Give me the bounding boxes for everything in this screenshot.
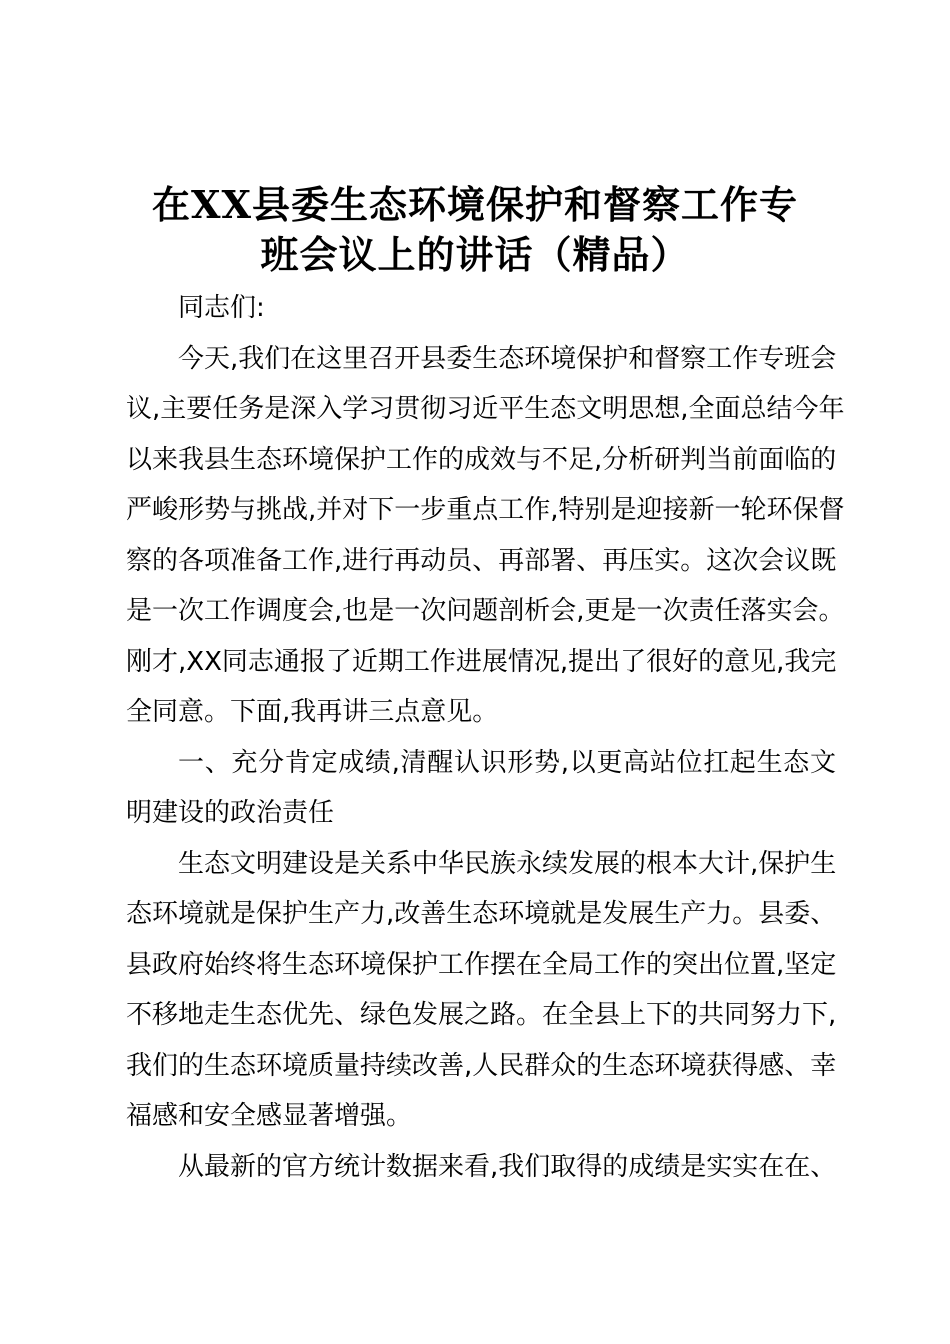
text-line: 生态文明建设是关系中华民族永续发展的根本大计,保护生 bbox=[178, 848, 837, 879]
text-line: 不移地走生态优先、绿色发展之路。在全县上下的共同努力下, bbox=[126, 1000, 837, 1030]
text-line: 察的各项准备工作,进行再动员、再部署、再压实。这次会议既 bbox=[126, 545, 837, 576]
paragraph-ecology bbox=[126, 839, 836, 1142]
paragraph-statistics bbox=[126, 1142, 836, 1193]
text-line: 今天,我们在这里召开县委生态环境保护和督察工作专班会 bbox=[178, 343, 837, 374]
text-line: 全同意。下面,我再讲三点意见。 bbox=[126, 697, 499, 727]
text-line: 是一次工作调度会,也是一次问题剖析会,更是一次责任落实会。 bbox=[126, 596, 845, 626]
text-line: 态环境就是保护生产力,改善生态环境就是发展生产力。县委、 bbox=[126, 899, 837, 929]
document-body bbox=[126, 283, 845, 1192]
text-line: 严峻形势与挑战,并对下一步重点工作,特别是迎接新一轮环保督 bbox=[126, 495, 845, 525]
text-line: 同志们: bbox=[178, 293, 265, 323]
title-line-1: 在XX县委生态环境保护和督察工作专 bbox=[152, 182, 798, 227]
text-line: 我们的生态环境质量持续改善,人民群众的生态环境获得感、幸 bbox=[126, 1050, 837, 1081]
text-line: 从最新的官方统计数据来看,我们取得的成绩是实实在在、 bbox=[178, 1151, 837, 1182]
text-line: 县政府始终将生态环境保护工作摆在全局工作的突出位置,坚定 bbox=[126, 949, 837, 980]
text-line: 刚才,XX同志通报了近期工作进展情况,提出了很好的意见,我完 bbox=[126, 646, 837, 677]
paragraph-opening bbox=[126, 334, 845, 738]
paragraph-salutation bbox=[126, 283, 836, 334]
text-line: 一、充分肯定成绩,清醒认识形势,以更高站位扛起生态文 bbox=[178, 747, 836, 778]
text-line: 以来我县生态环境保护工作的成效与不足,分析研判当前面临的 bbox=[126, 444, 837, 475]
document-title bbox=[110, 180, 840, 280]
title-line-2: 班会议上的讲话（精品） bbox=[260, 232, 690, 277]
text-line: 议,主要任务是深入学习贯彻习近平生态文明思想,全面总结今年 bbox=[126, 394, 845, 424]
text-line: 明建设的政治责任 bbox=[126, 798, 335, 828]
text-line: 福感和安全感显著增强。 bbox=[126, 1101, 413, 1131]
section-heading-1 bbox=[126, 738, 836, 839]
